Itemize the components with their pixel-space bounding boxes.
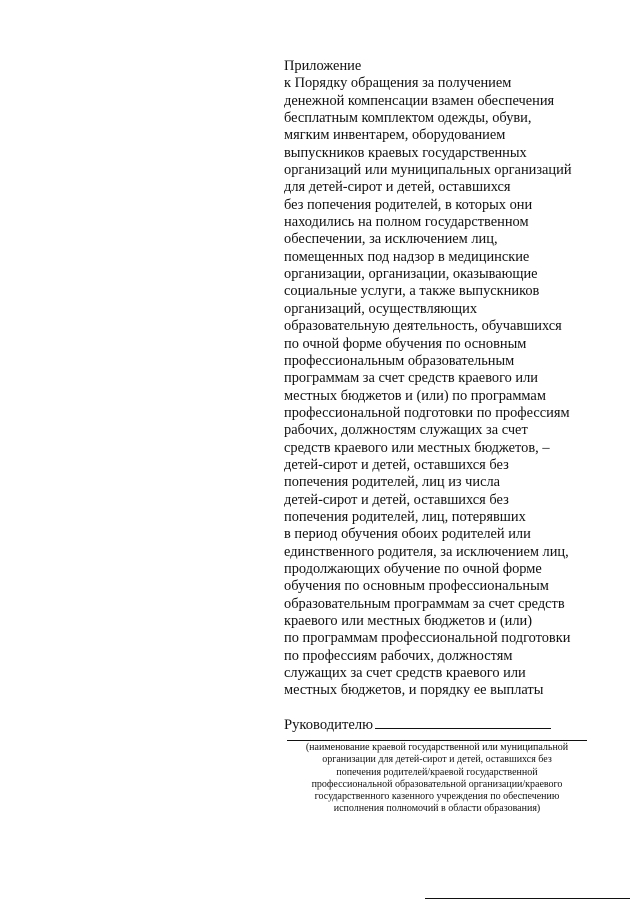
appendix-line: бесплатным комплектом одежды, обуви, xyxy=(284,110,532,127)
appendix-line: профессиональным образовательным xyxy=(284,352,515,369)
appendix-line: организации, организации, оказывающие xyxy=(284,266,538,283)
appendix-line: единственного родителя, за исключением лиц, xyxy=(284,543,569,560)
appendix-line: к Порядку обращения за получением xyxy=(284,75,512,92)
appendix-line: детей-сирот и детей, оставшихся без xyxy=(284,456,509,473)
appendix-line: детей-сирот и детей, оставшихся без xyxy=(284,491,509,508)
appendix-line: по очной форме обучения по основным xyxy=(284,335,527,352)
appendix-line: программам за счет средств краевого или xyxy=(284,370,539,387)
caption-line: попечения родителей/краевой государственной xyxy=(336,766,538,778)
appendix-line: местных бюджетов и (или) по программам xyxy=(284,387,546,404)
appendix-line: рабочих, должностям служащих за счет xyxy=(284,422,528,439)
caption-line: исполнения полномочий в области образования) xyxy=(333,803,541,815)
caption-line: (наименование краевой государственной или муниципальной xyxy=(305,742,569,753)
appendix-line: организаций, осуществляющих xyxy=(284,300,478,317)
appendix-line: социальные услуги, а также выпускников xyxy=(284,283,540,300)
appendix-line: мягким инвентарем, оборудованием xyxy=(284,127,506,144)
appendix-line: выпускников краевых государственных xyxy=(284,144,527,161)
appendix-heading xyxy=(284,58,624,700)
appendix-line: профессиональной подготовки по профессиям xyxy=(284,404,570,421)
organization-fill-line xyxy=(287,740,587,741)
addressee-row xyxy=(284,715,624,734)
appendix-line: попечения родителей, лиц, потерявших xyxy=(284,508,526,525)
appendix-line: находились на полном государственном xyxy=(284,214,529,231)
addressee-label: Руководителю xyxy=(284,717,374,733)
appendix-line: обеспечении, за исключением лиц, xyxy=(284,231,498,248)
appendix-line: по профессиям рабочих, должностям xyxy=(284,647,513,664)
appendix-line: средств краевого или местных бюджетов, – xyxy=(284,439,550,456)
appendix-line: в период обучения обоих родителей или xyxy=(284,526,531,543)
caption-line: организации для детей-сирот и детей, оставшихся без xyxy=(322,754,552,766)
appendix-line: образовательным программам за счет средств xyxy=(284,595,565,612)
appendix-line: образовательную деятельность, обучавшихся xyxy=(284,318,562,335)
appendix-line: местных бюджетов, и порядку ее выплаты xyxy=(284,682,544,699)
appendix-line: попечения родителей, лиц из числа xyxy=(284,474,501,491)
appendix-line: служащих за счет средств краевого или xyxy=(284,665,526,682)
appendix-line: продолжающих обучение по очной форме xyxy=(284,560,542,577)
bottom-fill-line xyxy=(425,898,630,899)
appendix-title: Приложение xyxy=(284,58,362,74)
addressee-blank-line xyxy=(375,715,551,729)
appendix-line: денежной компенсации взамен обеспечения xyxy=(284,92,555,109)
appendix-line: организаций или муниципальных организаций xyxy=(284,162,572,179)
caption-line: государственного казенного учреждения по обеспечению xyxy=(314,791,560,803)
appendix-line: краевого или местных бюджетов и (или) xyxy=(284,613,533,629)
appendix-line: по программам профессиональной подготовки xyxy=(284,630,571,647)
caption-line: профессиональной образовательной организации/краевого xyxy=(311,778,563,790)
appendix-line: обучения по основным профессиональным xyxy=(284,578,549,595)
appendix-line: помещенных под надзор в медицинские xyxy=(284,248,530,265)
appendix-line: для детей-сирот и детей, оставшихся xyxy=(284,179,511,196)
appendix-line: без попечения родителей, в которых они xyxy=(284,196,533,213)
organization-caption xyxy=(286,742,588,816)
